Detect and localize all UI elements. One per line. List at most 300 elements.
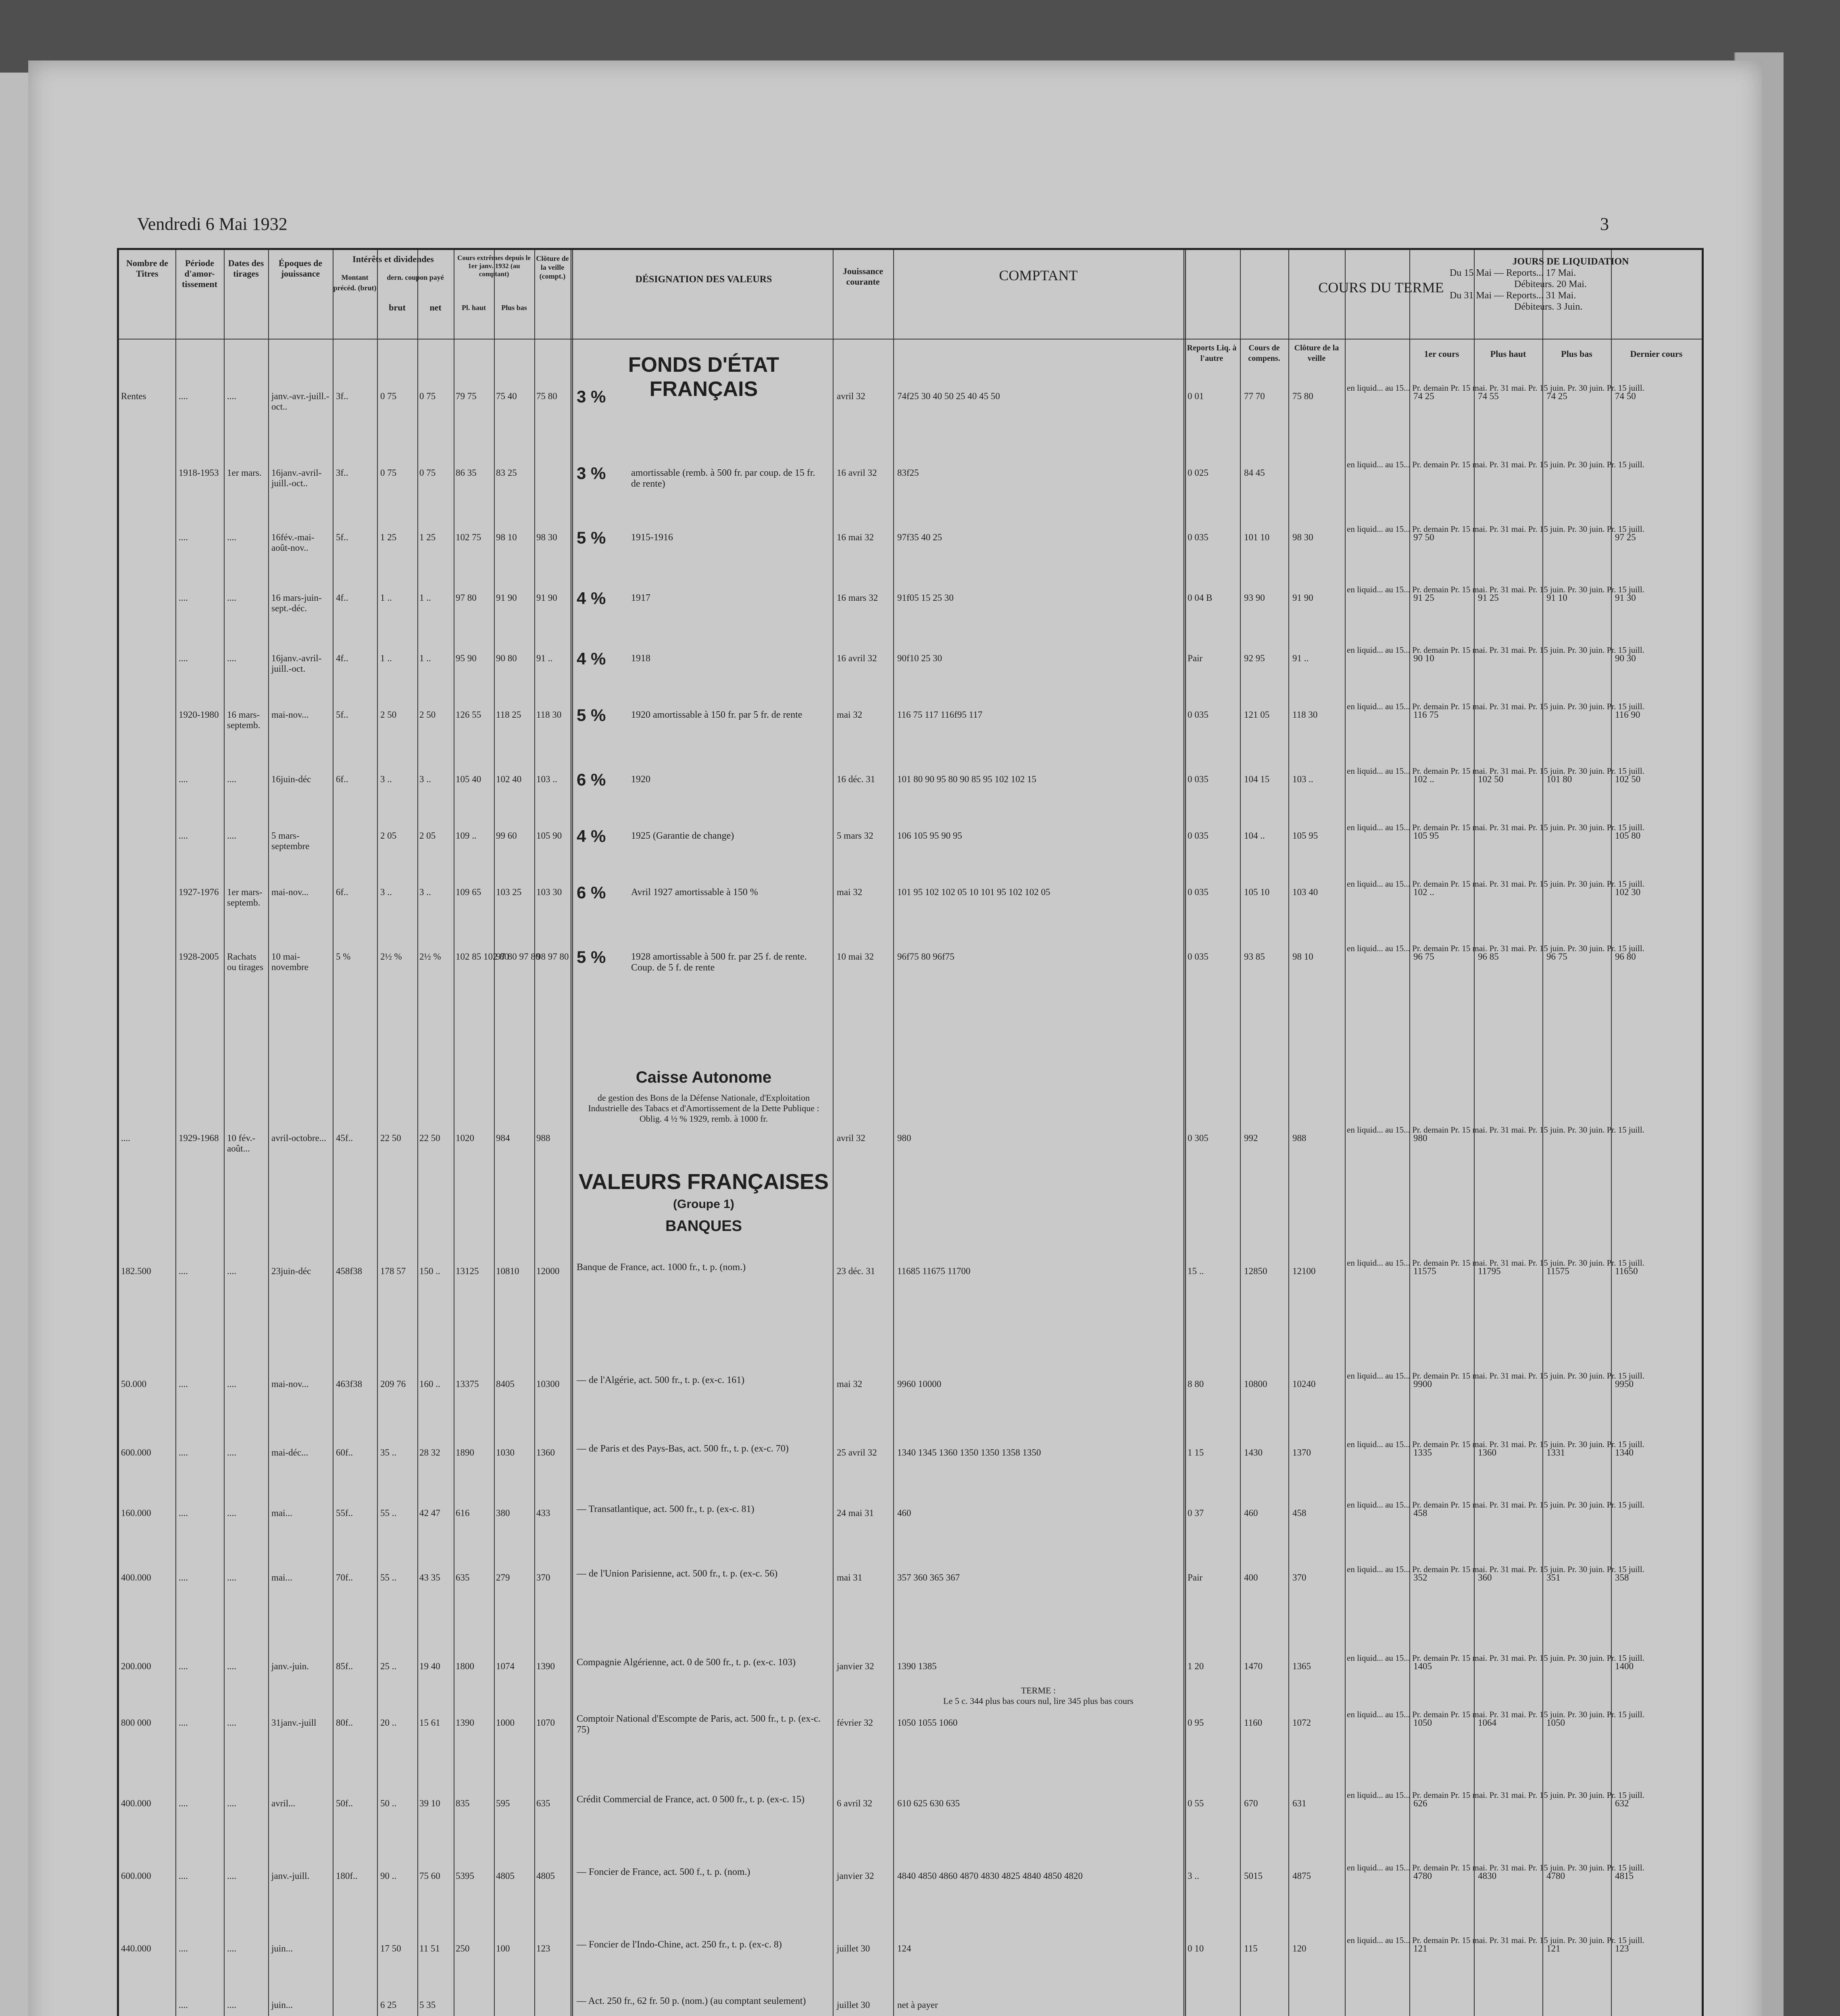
cell-designation-sub: 1920 amortissable à 150 fr. par 5 fr. de rente <box>631 710 802 720</box>
cell-premier: 116 75 <box>1413 710 1439 720</box>
cell-designation: 6 % <box>577 883 606 902</box>
caisse-description: de gestion des Bons de la Défense Nationale, d'Exploitation Industrielle des Tabacs et d'Amortissement de la Dette Publique : Oblig. 4 ½ % 1929, remb. à 1000 fr. <box>588 1093 819 1124</box>
cell-premier: 102 .. <box>1413 887 1434 897</box>
table-row <box>119 766 1702 827</box>
cell-nombre: 600.000 <box>121 1447 151 1458</box>
cell-premier: 352 <box>1413 1572 1427 1583</box>
cell-comptant: 357 360 365 367 <box>897 1572 960 1583</box>
cell-haut: 1390 <box>456 1718 474 1728</box>
cell-compens: 121 05 <box>1244 710 1270 720</box>
cell-jouissance: 16 mai 32 <box>837 532 874 542</box>
cell-cloture: 12100 <box>1292 1266 1316 1276</box>
cell-reports: 0 55 <box>1188 1798 1204 1808</box>
col-cours-extremes: Cours extrêmes depuis le 1er janv. 1932 (au comptant) <box>457 254 531 278</box>
cell-designation: Compagnie Algérienne, act. 0 de 500 fr., t. p. (ex-c. 103) <box>577 1657 796 1668</box>
cell-veille: 433 <box>536 1508 550 1518</box>
cell-bas: 75 40 <box>496 391 517 401</box>
table-row <box>119 1790 1702 1851</box>
cell-brut: 1 25 <box>380 532 397 542</box>
cell-dernier: 97 25 <box>1615 532 1636 542</box>
cell-dates: .... <box>227 2000 236 2010</box>
cell-jouissance: juillet 30 <box>837 1943 870 1954</box>
cell-comptant: 91f05 15 25 30 <box>897 593 954 603</box>
cell-compens: 84 45 <box>1244 468 1265 478</box>
table-row <box>119 1500 1702 1560</box>
cell-bas: 97 80 97 80 <box>496 952 540 962</box>
cell-haut: 102 75 <box>456 532 481 542</box>
table-row <box>119 1564 1702 1625</box>
terme-labels: en liquid... au 15... Pr. demain Pr. 15 mai. Pr. 31 mai. Pr. 15 juin. Pr. 30 juin. Pr. 15 juill. <box>1347 943 1644 953</box>
cell-premier: 74 25 <box>1413 391 1434 401</box>
cell-epoques: mai... <box>271 1508 292 1518</box>
cell-jouissance: janvier 32 <box>837 1661 874 1671</box>
cell-cloture: 118 30 <box>1292 710 1318 720</box>
cell-bas: 102 40 <box>496 774 522 784</box>
cell-montant: 3f.. <box>336 391 348 401</box>
cell-cloture: 370 <box>1292 1572 1307 1583</box>
terme-labels: en liquid... au 15... Pr. demain Pr. 15 mai. Pr. 31 mai. Pr. 15 juin. Pr. 30 juin. Pr. 15 juill. <box>1347 702 1644 711</box>
cell-designation-sub: 1918 <box>631 653 650 664</box>
cell-comptant: 101 80 90 95 80 90 85 95 102 102 15 <box>897 774 1036 784</box>
cell-periode: .... <box>179 1871 188 1881</box>
table-row <box>119 1863 1702 1923</box>
cell-designation: 3 % <box>577 387 606 406</box>
cell-dernier: 116 90 <box>1615 710 1640 720</box>
cell-net: 42 47 <box>419 1508 440 1518</box>
cell-cloture: 103 .. <box>1292 774 1313 784</box>
cell-epoques: 16janv.-avril-juill.-oct. <box>271 653 322 674</box>
cell-cloture: 1370 <box>1292 1447 1311 1458</box>
cell-dernier: 1400 <box>1615 1661 1634 1671</box>
cell-epoques: mai-déc... <box>271 1447 308 1458</box>
liquidation-line-2: Débiteurs. 20 Mai. <box>1514 279 1587 289</box>
cell-comptant: 116 75 117 116f95 117 <box>897 710 983 720</box>
table-row <box>119 524 1702 585</box>
cell-premier: 4780 <box>1413 1871 1432 1881</box>
col-net: net <box>429 302 442 312</box>
cell-nombre: 200.000 <box>121 1661 151 1671</box>
col-comptant: COMPTANT <box>999 267 1078 283</box>
cell-net: 2 50 <box>419 710 436 720</box>
cell-designation: — de Paris et des Pays-Bas, act. 500 fr., t. p. (ex-c. 70) <box>577 1443 789 1454</box>
cell-brut: 90 .. <box>380 1871 397 1881</box>
cell-veille: 1070 <box>536 1718 555 1728</box>
cell-dates: .... <box>227 1508 236 1518</box>
cell-bas: 1000 <box>496 1718 515 1728</box>
cell-jouissance: 5 mars 32 <box>837 831 873 841</box>
cell-net: 1 .. <box>419 653 431 663</box>
cell-jouissance: 16 avril 32 <box>837 468 877 478</box>
cell-premier: 626 <box>1413 1798 1427 1808</box>
cell-bas: 4805 <box>496 1871 515 1881</box>
cell-veille: 4805 <box>536 1871 555 1881</box>
col-cloture: Clôture de la veille <box>1294 344 1339 363</box>
cell-haut: 105 40 <box>456 774 481 784</box>
cell-veille: 75 80 <box>536 391 557 401</box>
cell-compens: 92 95 <box>1244 653 1265 663</box>
cell-dates: .... <box>227 391 236 401</box>
cell-montant: 463f38 <box>336 1379 363 1389</box>
cell-comptant: 97f35 40 25 <box>897 532 942 542</box>
cell-nombre: 800 000 <box>121 1718 151 1728</box>
cell-bas: 118 25 <box>496 710 521 720</box>
cell-designation: — Foncier de France, act. 500 f., t. p. (nom.) <box>577 1867 750 1877</box>
terme-labels: en liquid... au 15... Pr. demain Pr. 15 mai. Pr. 31 mai. Pr. 15 juin. Pr. 30 juin. Pr. 15 juill. <box>1347 823 1644 832</box>
cell-plus-haut: 1360 <box>1478 1447 1496 1458</box>
cell-bas: 380 <box>496 1508 510 1518</box>
terme-labels: en liquid... au 15... Pr. demain Pr. 15 mai. Pr. 31 mai. Pr. 15 juin. Pr. 30 juin. Pr. 15 juill. <box>1347 1863 1644 1872</box>
cell-haut: 109 65 <box>456 887 481 897</box>
cell-compens: 104 .. <box>1244 831 1265 841</box>
cell-plus-haut: 1064 <box>1478 1718 1496 1728</box>
section-groupe: (Groupe 1) <box>673 1198 734 1211</box>
cell-designation: — Act. 250 fr., 62 fr. 50 p. (nom.) (au comptant seulement) <box>577 1996 806 2006</box>
section-valeurs-francaises: VALEURS FRANÇAISES <box>578 1170 829 1194</box>
cell-comptant: 124 <box>897 1943 911 1954</box>
cell-montant: 5 % <box>336 952 351 962</box>
cell-bas: 1074 <box>496 1661 515 1671</box>
col-brut: brut <box>389 302 406 312</box>
table-row <box>119 823 1702 883</box>
col-jouissance: Jouissance courante <box>842 266 884 287</box>
cell-reports: 0 01 <box>1188 391 1204 401</box>
cell-net: 22 50 <box>419 1133 440 1143</box>
cell-compens: 1470 <box>1244 1661 1263 1671</box>
cell-periode: .... <box>179 1379 188 1389</box>
cell-bas: 91 90 <box>496 593 517 603</box>
cell-premier: 91 25 <box>1413 593 1434 603</box>
cell-reports: 0 035 <box>1188 774 1209 784</box>
liquidation-line-3: Du 31 Mai — Reports... 31 Mai. <box>1450 290 1576 301</box>
cell-compens: 77 70 <box>1244 391 1265 401</box>
terme-labels: en liquid... au 15... Pr. demain Pr. 15 mai. Pr. 31 mai. Pr. 15 juin. Pr. 30 juin. Pr. 15 juill. <box>1347 1564 1644 1574</box>
cell-jouissance: 16 déc. 31 <box>837 774 875 784</box>
cell-designation: Banque de France, act. 1000 fr., t. p. (nom.) <box>577 1262 746 1272</box>
cell-epoques: janv.-avr.-juill.-oct.. <box>271 391 329 412</box>
col-interets: Intérêts et dividendes <box>352 254 434 264</box>
cell-plus-bas: 1331 <box>1546 1447 1565 1458</box>
cell-cloture: 75 80 <box>1292 391 1313 401</box>
cell-epoques: 23juin-déc <box>271 1266 311 1276</box>
cell-dates: .... <box>227 593 236 603</box>
cell-veille: 118 30 <box>536 710 562 720</box>
cell-dernier: 632 <box>1615 1798 1629 1808</box>
cell-dernier: 96 80 <box>1615 952 1636 962</box>
cell-plus-bas: 121 <box>1546 1943 1561 1954</box>
terme-labels: en liquid... au 15... Pr. demain Pr. 15 mai. Pr. 31 mai. Pr. 15 juin. Pr. 30 juin. Pr. 15 juill. <box>1347 645 1644 655</box>
cell-brut: 0 75 <box>380 468 397 478</box>
terme-labels: en liquid... au 15... Pr. demain Pr. 15 mai. Pr. 31 mai. Pr. 15 juin. Pr. 30 juin. Pr. 15 juill. <box>1347 1125 1644 1135</box>
terme-labels: en liquid... au 15... Pr. demain Pr. 15 mai. Pr. 31 mai. Pr. 15 juin. Pr. 30 juin. Pr. 15 juill. <box>1347 1710 1644 1719</box>
cell-jouissance: juillet 30 <box>837 2000 870 2010</box>
col-epoques: Époques de jouissance <box>278 258 323 279</box>
cell-veille: 1360 <box>536 1447 555 1458</box>
cell-montant: 4f.. <box>336 593 348 603</box>
terme-labels: en liquid... au 15... Pr. demain Pr. 15 mai. Pr. 31 mai. Pr. 15 juin. Pr. 30 juin. Pr. 15 juill. <box>1347 1258 1644 1268</box>
terme-labels: en liquid... au 15... Pr. demain Pr. 15 mai. Pr. 31 mai. Pr. 15 juin. Pr. 30 juin. Pr. 15 juill. <box>1347 1935 1644 1945</box>
col-reports: Reports Liq. à l'autre <box>1187 344 1237 363</box>
cell-haut: 102 85 102 80 <box>456 952 509 962</box>
cell-periode: .... <box>179 1798 188 1808</box>
cell-reports: 0 10 <box>1188 1943 1204 1954</box>
table-row <box>119 943 1702 1004</box>
cell-reports: 0 035 <box>1188 887 1209 897</box>
cell-epoques: janv.-juin. <box>271 1661 309 1671</box>
table-row <box>119 645 1702 706</box>
cell-comptant: 11685 11675 11700 <box>897 1266 971 1276</box>
cell-brut: 2 50 <box>380 710 397 720</box>
cell-plus-haut: 102 50 <box>1478 774 1504 784</box>
cell-brut: 55 .. <box>380 1508 397 1518</box>
cell-compens: 992 <box>1244 1133 1258 1143</box>
cell-net: 150 .. <box>419 1266 440 1276</box>
cell-compens: 670 <box>1244 1798 1258 1808</box>
cell-periode: 1918-1953 <box>179 468 219 478</box>
cell-dates: .... <box>227 653 236 663</box>
terme-labels: en liquid... au 15... Pr. demain Pr. 15 mai. Pr. 31 mai. Pr. 15 juin. Pr. 30 juin. Pr. 15 juill. <box>1347 460 1644 469</box>
cell-designation: — de l'Union Parisienne, act. 500 fr., t. p. (ex-c. 56) <box>577 1568 778 1579</box>
cell-reports: 0 305 <box>1188 1133 1209 1143</box>
cell-plus-bas: 101 80 <box>1546 774 1572 784</box>
cell-premier: 90 10 <box>1413 653 1434 663</box>
cell-premier: 121 <box>1413 1943 1427 1954</box>
cell-reports: 0 035 <box>1188 710 1209 720</box>
cell-plus-bas: 11575 <box>1546 1266 1569 1276</box>
cell-nombre: 440.000 <box>121 1943 151 1954</box>
cell-net: 1 .. <box>419 593 431 603</box>
cell-veille: 12000 <box>536 1266 560 1276</box>
cell-net: 3 .. <box>419 774 431 784</box>
cell-reports: 0 95 <box>1188 1718 1204 1728</box>
cell-brut: 2 05 <box>380 831 397 841</box>
cell-comptant: 980 <box>897 1133 911 1143</box>
cell-cloture: 98 30 <box>1292 532 1313 542</box>
terme-note-title: TERME : <box>1021 1685 1056 1695</box>
cell-designation: 5 % <box>577 706 606 725</box>
cell-dates: .... <box>227 1871 236 1881</box>
table-row <box>119 702 1702 762</box>
cell-haut: 97 80 <box>456 593 477 603</box>
col-cours-terme: COURS DU TERME <box>1318 279 1444 296</box>
cell-reports: 0 035 <box>1188 952 1209 962</box>
cell-reports: 0 37 <box>1188 1508 1204 1518</box>
cell-premier: 97 50 <box>1413 532 1434 542</box>
cell-nombre: 400.000 <box>121 1572 151 1583</box>
cell-dernier: 90 30 <box>1615 653 1636 663</box>
cell-haut: 5395 <box>456 1871 474 1881</box>
cell-montant: 180f.. <box>336 1871 358 1881</box>
cell-plus-bas: 4780 <box>1546 1871 1565 1881</box>
cell-haut: 1800 <box>456 1661 474 1671</box>
cell-bas: 1030 <box>496 1447 515 1458</box>
table-row <box>119 1653 1702 1714</box>
cell-brut: 2½ % <box>380 952 402 962</box>
cell-cloture: 4875 <box>1292 1871 1311 1881</box>
cell-nombre: 50.000 <box>121 1379 147 1389</box>
cell-montant: 5f.. <box>336 710 348 720</box>
cell-periode: 1927-1976 <box>179 887 219 897</box>
cell-periode: .... <box>179 1661 188 1671</box>
cell-bas: 103 25 <box>496 887 522 897</box>
cell-brut: 22 50 <box>380 1133 401 1143</box>
liquidation-line-4: Débiteurs. 3 Juin. <box>1514 302 1583 312</box>
cell-designation-sub: 1915-1916 <box>631 532 673 543</box>
cell-comptant: 106 105 95 90 95 <box>897 831 962 841</box>
cell-compens: 12850 <box>1244 1266 1267 1276</box>
cell-nombre: 182.500 <box>121 1266 151 1276</box>
cell-veille: 91 .. <box>536 653 553 663</box>
cell-brut: 25 .. <box>380 1661 397 1671</box>
cell-reports: 0 025 <box>1188 468 1209 478</box>
cell-net: 160 .. <box>419 1379 440 1389</box>
cell-jouissance: janvier 32 <box>837 1871 874 1881</box>
cell-premier: 9900 <box>1413 1379 1432 1389</box>
cell-montant: 85f.. <box>336 1661 353 1671</box>
cell-net: 19 40 <box>419 1661 440 1671</box>
cell-periode: .... <box>179 831 188 841</box>
cell-jouissance: mai 32 <box>837 710 863 720</box>
cell-haut: 13125 <box>456 1266 479 1276</box>
cell-brut: 55 .. <box>380 1572 397 1583</box>
cell-veille: 103 30 <box>536 887 562 897</box>
cell-reports: 1 15 <box>1188 1447 1204 1458</box>
cell-haut: 86 35 <box>456 468 477 478</box>
cell-dates: .... <box>227 1379 236 1389</box>
table-row <box>119 1992 1702 2016</box>
cell-cloture: 91 .. <box>1292 653 1309 663</box>
cell-comptant: 1050 1055 1060 <box>897 1718 958 1728</box>
page-number: 3 <box>1600 214 1609 234</box>
cell-jouissance: mai 32 <box>837 1379 863 1389</box>
cell-premier: 105 95 <box>1413 831 1439 841</box>
col-nombre: Nombre de Titres <box>126 258 169 279</box>
cell-brut: 35 .. <box>380 1447 397 1458</box>
cell-dernier: 91 30 <box>1615 593 1636 603</box>
cell-net: 3 .. <box>419 887 431 897</box>
cell-cloture: 631 <box>1292 1798 1307 1808</box>
col-dern-coupon: dern. coupon payé <box>387 273 444 281</box>
cell-periode: 1928-2005 <box>179 952 219 962</box>
cell-montant: 45f.. <box>336 1133 353 1143</box>
terme-labels: en liquid... au 15... Pr. demain Pr. 15 mai. Pr. 31 mai. Pr. 15 juin. Pr. 30 juin. Pr. 15 juill. <box>1347 524 1644 534</box>
terme-labels: en liquid... au 15... Pr. demain Pr. 15 mai. Pr. 31 mai. Pr. 15 juin. Pr. 30 juin. Pr. 15 juill. <box>1347 1439 1644 1449</box>
cell-bas: 90 80 <box>496 653 517 663</box>
cell-haut: 126 55 <box>456 710 481 720</box>
cell-designation-sub: 1920 <box>631 774 650 785</box>
cell-periode: .... <box>179 1943 188 1954</box>
cell-designation: — de l'Algérie, act. 500 fr., t. p. (ex-c. 161) <box>577 1375 745 1385</box>
cell-dernier: 105 80 <box>1615 831 1641 841</box>
cell-periode: .... <box>179 391 188 401</box>
cell-haut: 1890 <box>456 1447 474 1458</box>
cell-compens: 93 90 <box>1244 593 1265 603</box>
cell-dernier: 358 <box>1615 1572 1629 1583</box>
cell-periode: .... <box>179 1508 188 1518</box>
cell-dernier: 74 50 <box>1615 391 1636 401</box>
cell-epoques: mai-nov... <box>271 887 309 897</box>
cell-net: 11 51 <box>419 1943 440 1954</box>
table-row <box>119 460 1702 520</box>
cell-designation-sub: 1925 (Garantie de change) <box>631 831 734 841</box>
cell-designation: Comptoir National d'Escompte de Paris, act. 500 fr., t. p. (ex-c. 75) <box>577 1714 821 1735</box>
cell-periode: 1920-1980 <box>179 710 219 720</box>
cell-nombre: .... <box>121 1133 130 1143</box>
cell-nombre: 400.000 <box>121 1798 151 1808</box>
terme-labels: en liquid... au 15... Pr. demain Pr. 15 mai. Pr. 31 mai. Pr. 15 juin. Pr. 30 juin. Pr. 15 juill. <box>1347 1790 1644 1800</box>
cell-dates: .... <box>227 1718 236 1728</box>
cell-epoques: avril-octobre... <box>271 1133 327 1143</box>
cell-epoques: janv.-juill. <box>271 1871 310 1881</box>
cell-compens: 93 85 <box>1244 952 1265 962</box>
cell-designation-sub: amortissable (remb. à 500 fr. par coup. de 15 fr. de rente) <box>631 468 815 489</box>
table-row <box>119 1710 1702 1770</box>
cell-veille: 1390 <box>536 1661 555 1671</box>
col-montant: Montant précéd. (brut) <box>333 273 377 292</box>
cell-haut: 95 90 <box>456 653 477 663</box>
cell-comptant: net à payer <box>897 2000 938 2010</box>
cell-cloture: 458 <box>1292 1508 1307 1518</box>
terme-labels: en liquid... au 15... Pr. demain Pr. 15 mai. Pr. 31 mai. Pr. 15 juin. Pr. 30 juin. Pr. 15 juill. <box>1347 1653 1644 1663</box>
cell-dates: .... <box>227 1266 236 1276</box>
cell-brut: 0 75 <box>380 391 397 401</box>
cell-net: 0 75 <box>419 391 436 401</box>
cell-dernier: 9950 <box>1615 1379 1634 1389</box>
cell-reports: Pair <box>1188 653 1203 663</box>
cell-bas: 100 <box>496 1943 510 1954</box>
cell-dernier: 4815 <box>1615 1871 1634 1881</box>
cell-designation: 4 % <box>577 649 606 668</box>
cell-periode: .... <box>179 1447 188 1458</box>
cell-periode: .... <box>179 593 188 603</box>
newspaper-page <box>28 60 1762 2016</box>
cell-net: 75 60 <box>419 1871 440 1881</box>
cell-comptant: 9960 10000 <box>897 1379 942 1389</box>
cell-plus-haut: 11795 <box>1478 1266 1501 1276</box>
cell-premier: 1050 <box>1413 1718 1432 1728</box>
cell-designation: 3 % <box>577 464 606 483</box>
liquidation-box <box>1450 256 1692 312</box>
cell-brut: 1 .. <box>380 593 392 603</box>
cell-haut: 250 <box>456 1943 470 1954</box>
cell-veille: 988 <box>536 1133 550 1143</box>
table-row <box>119 879 1702 939</box>
cell-premier: 458 <box>1413 1508 1427 1518</box>
cell-veille: 91 90 <box>536 593 557 603</box>
cell-reports: 0 035 <box>1188 831 1209 841</box>
cell-compens: 460 <box>1244 1508 1258 1518</box>
cell-cloture: 1365 <box>1292 1661 1311 1671</box>
table-row <box>119 1935 1702 1996</box>
cell-comptant: 4840 4850 4860 4870 4830 4825 4840 4850 4820 <box>897 1871 1083 1881</box>
cell-brut: 20 .. <box>380 1718 397 1728</box>
cell-montant: 50f.. <box>336 1798 353 1808</box>
col-premier-cours: 1er cours <box>1424 349 1459 359</box>
cell-dates: Rachats ou tirages <box>227 952 264 972</box>
cell-designation: 4 % <box>577 589 606 608</box>
cell-haut: 13375 <box>456 1379 479 1389</box>
cell-veille: 370 <box>536 1572 550 1583</box>
cell-veille: 98 30 <box>536 532 557 542</box>
col-designation: DÉSIGNATION DES VALEURS <box>635 274 772 285</box>
cell-epoques: juin... <box>271 1943 293 1954</box>
cell-montant: 6f.. <box>336 774 348 784</box>
cell-periode: .... <box>179 2000 188 2010</box>
cell-jouissance: avril 32 <box>837 1133 865 1143</box>
table-row <box>119 1439 1702 1500</box>
col-cloture-veille: Clôture de la veille (compt.) <box>536 254 569 280</box>
cell-designation-sub: 1917 <box>631 593 650 603</box>
page-date: Vendredi 6 Mai 1932 <box>137 214 288 234</box>
